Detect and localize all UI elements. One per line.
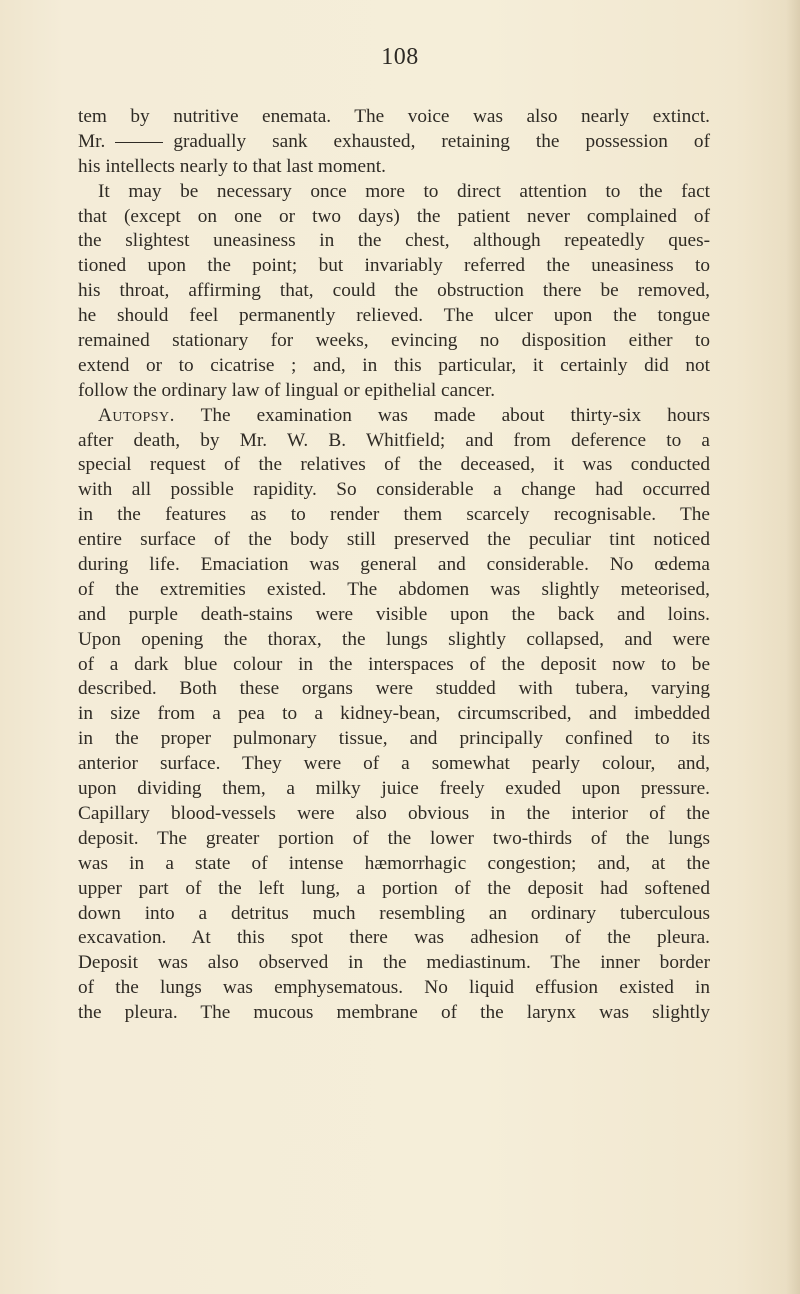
text-line: tem by nutritive enemata. The voice was also nearly extinct. — [78, 106, 710, 127]
text-line — [78, 130, 710, 155]
name-dash — [115, 142, 163, 143]
text-line: the pleura. The mucous membrane of the larynx was slightly — [78, 1002, 710, 1024]
text-line: entire surface of the body still preserved the peculiar tint noticed — [78, 529, 710, 551]
text-line: he should feel permanently relieved. The ulcer upon the tongue — [78, 305, 710, 327]
text-line: and purple death-stains were visible upon the back and loins. — [78, 603, 710, 625]
text-line: of a dark blue colour in the interspaces of the deposit now to be — [78, 653, 710, 675]
text-line: deposit. The greater portion of the lower two-thirds of the lungs — [78, 827, 710, 849]
autopsy-heading: Autopsy. — [98, 404, 175, 426]
text-line: described. Both these organs were studded with tubera, varying — [78, 678, 710, 700]
text-line: in the proper pulmonary tissue, and principally confined to its — [78, 728, 710, 750]
text-line: extend or to cicatrise ; and, in this particular, it certainly did not — [78, 354, 710, 376]
text-line: tioned upon the point; but invariably referred the uneasiness to — [78, 255, 710, 277]
text-line: in size from a pea to a kidney-bean, circumscribed, and imbedded — [78, 703, 710, 725]
text-line: his intellects nearly to that last moment. — [78, 155, 386, 177]
text-line: anterior surface. They were of a somewhat pearly colour, and, — [78, 753, 710, 775]
text-line — [78, 404, 710, 429]
text-line: that (except on one or two days) the patient never complained of — [78, 205, 710, 227]
text-line: after death, by Mr. W. B. Whitfield; and from deference to a — [78, 429, 710, 451]
text-line: Upon opening the thorax, the lungs slightly collapsed, and were — [78, 628, 710, 650]
mr-prefix: Mr. — [78, 130, 106, 152]
text-line-rest: gradually sank exhausted, retaining the possession of — [173, 130, 710, 152]
text-line: follow the ordinary law of lingual or epithelial cancer. — [78, 379, 496, 401]
text-line: Capillary blood-vessels were also obvious in the interior of the — [78, 802, 710, 824]
page-number: 108 — [381, 44, 419, 70]
text-line: It may be necessary once more to direct attention to the fact — [98, 180, 710, 202]
text-line: during life. Emaciation was general and considerable. No œdema — [78, 554, 710, 576]
text-line: upper part of the left lung, a portion of the deposit had softened — [78, 877, 710, 899]
body-text — [78, 105, 710, 1026]
text-line: was in a state of intense hæmorrhagic congestion; and, at the — [78, 852, 710, 874]
text-line: special request of the relatives of the deceased, it was conducted — [78, 454, 710, 476]
text-line: excavation. At this spot there was adhesion of the pleura. — [78, 927, 710, 949]
text-line: with all possible rapidity. So considerable a change had occurred — [78, 479, 710, 501]
text-line: his throat, affirming that, could the obstruction there be removed, — [78, 280, 710, 302]
text-line: of the lungs was emphysematous. No liquid effusion existed in — [78, 977, 710, 999]
text-line: of the extremities existed. The abdomen was slightly meteorised, — [78, 578, 710, 600]
text-line: the slightest uneasiness in the chest, although repeatedly ques- — [78, 230, 710, 252]
text-line: in the features as to render them scarcely recognisable. The — [78, 504, 710, 526]
text-line: remained stationary for weeks, evincing no disposition either to — [78, 330, 710, 352]
text-line: down into a detritus much resembling an ordinary tuberculous — [78, 902, 710, 924]
text-line: Deposit was also observed in the mediastinum. The inner border — [78, 952, 710, 974]
page-edge-shadow — [786, 0, 800, 1294]
text-line-rest: The examination was made about thirty-six hours — [200, 404, 710, 426]
text-line: upon dividing them, a milky juice freely exuded upon pressure. — [78, 778, 710, 800]
